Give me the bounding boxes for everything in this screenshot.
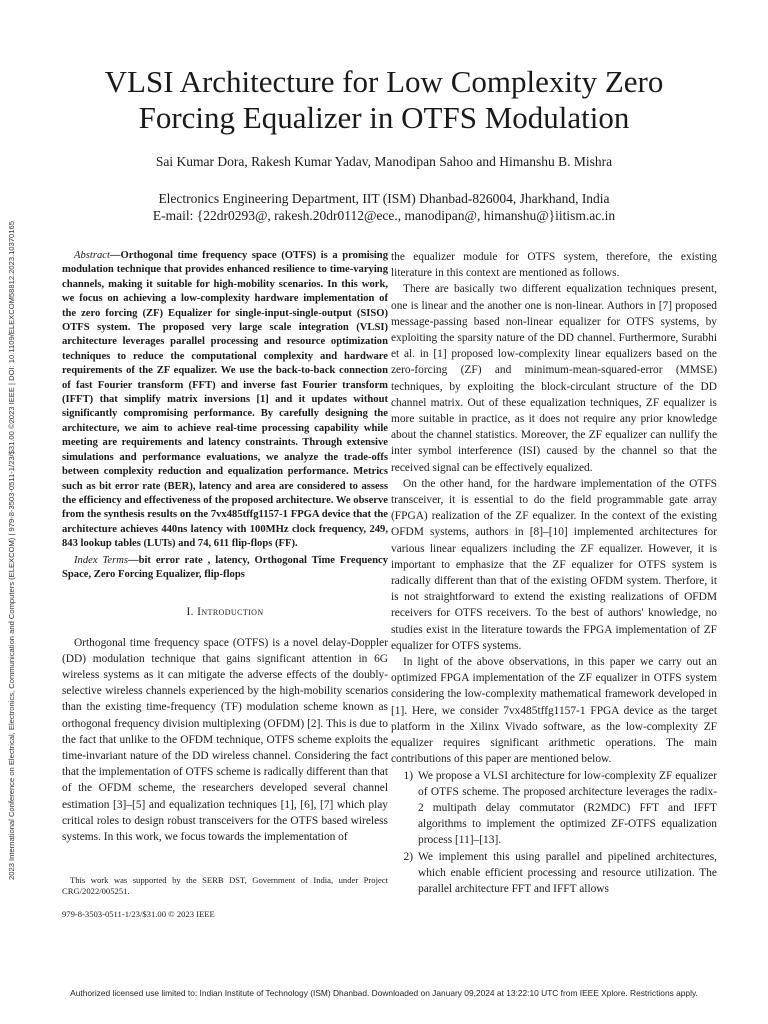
list-item-text: We propose a VLSI architecture for low-complexity ZF equalizer of OTFS scheme. The proposed architecture leverages the radix-2 multipath delay commutator (R2MDC) FFT and IFFT algorithms to implement the optimized ZF-OTFS equalization process [11]–[13].	[418, 769, 717, 847]
body-paragraph: the equalizer module for OTFS system, therefore, the existing literature in this context are mentioned as follows.	[391, 251, 717, 280]
abstract-lead: Abstract	[74, 250, 110, 261]
side-strip	[2, 130, 20, 970]
paper-title: VLSI Architecture for Low Complexity Zero Forcing Equalizer in OTFS Modulation	[104, 64, 664, 135]
body-paragraph: On the other hand, for the hardware implementation of the OTFS transceiver, it is essential to do the field programmable gate array (FPGA) realization of the ZF equalizer. In the context of the existing OFDM systems, authors in [8]–[10] implemented architectures for various linear equalizers including the ZF equalizer. However, it is important to emphasize that the ZF equalizer for OTFS system is radically different than that of the existing OFDM system. Therfore, it is not straightforward to extend the existing realizations of OFDM receivers for OTFS receivers. To the best of authors' knowledge, no studies exist in the literature towards the FPGA implementation of ZF equalizer for OTFS systems.	[391, 477, 717, 652]
author-list: Sai Kumar Dora, Rakesh Kumar Yadav, Manodipan Sahoo and Himanshu B. Mishra	[155, 154, 613, 169]
email-line: E-mail: {22dr0293@, rakesh.20dr0112@ece., manodipan@, himanshu@}iitism.ac.in	[152, 208, 616, 223]
body-paragraph: There are basically two different equalization techniques present, one is linear and the another one is non-linear. Authors in [7] proposed message-passing based non-linear equalizer for OTFS systems, by exploiting the sparsity nature of the DD channel. Furthermore, Surabhi et al. in [1] proposed low-complexity linear equalizers based on the zero-forcing (ZF) and minimum-mean-squared-error (MMSE) techniques, by exploiting the block-circulant structure of the DD channel matrix. Out of these equalization techniques, ZF equalizer is more suitable in practice, as it does not require any prior knowledge about the channel statistics. Moreover, the ZF equalizer can nullify the inter symbol interference (ISI) caused by the channel so that the received signal can be effectively equalized.	[391, 283, 717, 474]
affiliation-block	[60, 190, 708, 224]
section-heading-introduction: I. Introduction	[186, 606, 264, 619]
abstract	[62, 249, 388, 552]
left-column	[62, 249, 388, 920]
list-item-number: 2)	[403, 850, 413, 863]
affiliation: Electronics Engineering Department, IIT (ISM) Dhanbad-826004, Jharkhand, India	[158, 191, 610, 206]
list-item-number: 1)	[403, 769, 413, 782]
contributions-list	[391, 768, 717, 898]
list-item	[391, 849, 717, 898]
funding-footnote: This work was supported by the SERB DST, Government of India, under Project CRG/2022/005251.	[62, 875, 388, 897]
body-paragraph: In light of the above observations, in this paper we carry out an optimized FPGA implementation of the ZF equalizer in OTFS system considering the low-complexity mathematical framework developed in [1]. Here, we consider 7vx485tffg1157-1 FPGA device as the target platform in the Xilinx Vivado software, as the low-complexity ZF equalizer requires significant arithmetic operations. The main contributions of this paper are mentioned below.	[391, 656, 717, 766]
index-terms-text: —bit error rate , latency, Orthogonal Time Frequency Space, Zero Forcing Equalizer, flip-flops	[62, 554, 388, 580]
list-item	[391, 768, 717, 849]
index-terms	[62, 554, 388, 583]
abstract-text: —Orthogonal time frequency space (OTFS) is a promising modulation technique that provides enhanced resilience to time-varying channels, making it suitable for high-mobility scenarios. In this work, we focus on achieving a low-complexity hardware implementation of the zero forcing (ZF) Equalizer for single-input-single-output (SISO) OTFS system. The proposed very large scale integration (VLSI) architecture leverages parallel processing and resource optimization techniques to reduce the computational complexity and hardware requirements of the ZF equalizer. We use the back-to-back connection of fast Fourier transform (FFT) and inverse fast Fourier transform (IFFT) that simplify matrix inversions [1] and it updates without significantly compromising performance. By carefully designing the architecture, we aim to achieve real-time processing capability while meeting are requirements and latency constraints. Through extensive simulations and performance evaluations, we analyze the trade-offs between complexity reduction and equalization performance. Metrics such as bit error rate (BER), latency and area are considered to assess the efficiency and effectiveness of the proposed architecture. We observe from the synthesis results on the 7vx485tffg1157-1 FPGA device that the architecture achieves 440ns latency with 100MHz clock frequency, 249, 843 lookup tables (LUTs) and 74, 611 flip-flops (FF).	[62, 250, 388, 550]
intro-paragraph: Orthogonal time frequency space (OTFS) is a novel delay-Doppler (DD) modulation technique that gains significant attention in 6G wireless systems as it can mitigate the adverse effects of the doubly-selective wireless channels experienced by the high-mobility scenarios than the existing time-frequency (TF) modulation scheme known as orthogonal frequency division multiplexing (OFDM) [2]. This is due to the fact that unlike to the OFDM technique, OTFS scheme exploits the time-invariant nature of the DD wireless channel. Considering the fact that the implementation of OTFS scheme is radically different than that of the OFDM scheme, the researchers developed several channel estimation [3]–[5] and equalization techniques [1], [6], [7] which play critical roles to design robust transceivers for the OTFS based wireless systems. In this work, we focus towards the implementation of	[62, 636, 388, 843]
right-column	[391, 249, 717, 897]
index-terms-lead: Index Terms	[74, 554, 128, 566]
license-footer: Authorized licensed use limited to: Indian Institute of Technology (ISM) Dhanbad. Downloaded on January 09,2024 at 13:22:10 UTC from IEEE Xplore. Restrictions apply.	[70, 988, 698, 998]
list-item-text: We implement this using parallel and pipelined architectures, which enable efficient processing and resource utilization. The parallel architecture FFT and IFFT allows	[418, 850, 717, 895]
copyright-line: 979-8-3503-0511-1/23/$31.00 © 2023 IEEE	[62, 909, 215, 920]
side-strip-text: 2023 International Conference on Electrical, Electronics, Communication and Computers (ELEXCOM) | 979-8-3503-0511-1/23/$31.00 ©2023 IEEE | DOI: 10.1109/ELEXCOM58812.2023.10370165	[6, 220, 16, 880]
